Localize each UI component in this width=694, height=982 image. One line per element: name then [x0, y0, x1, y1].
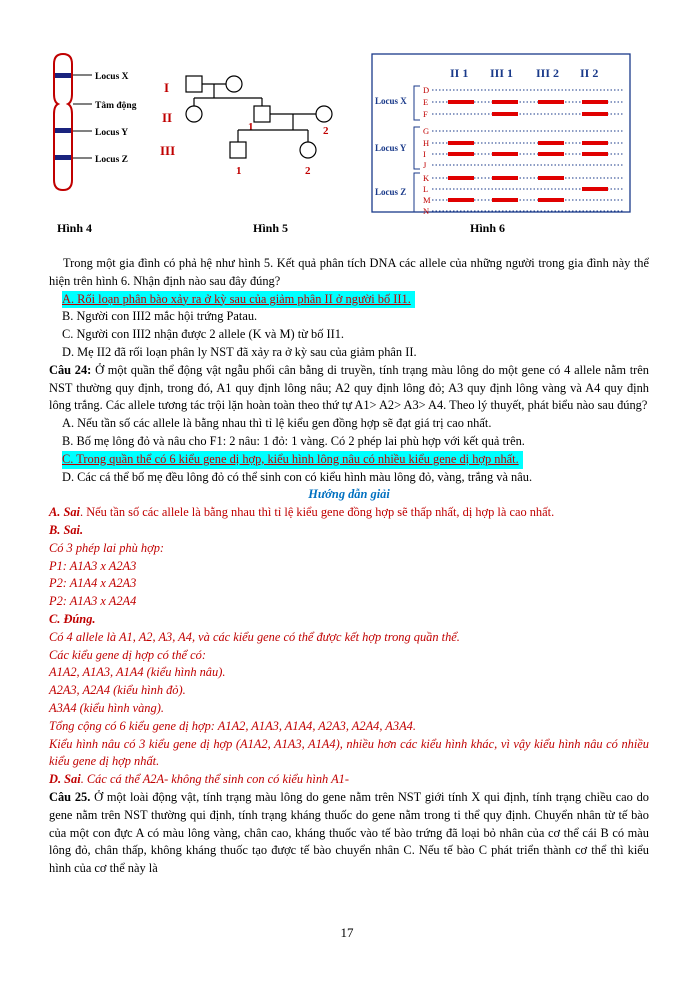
solution-b-label — [49, 522, 649, 540]
band — [582, 112, 608, 116]
row-g: G — [423, 126, 430, 136]
row-m: M — [423, 195, 431, 205]
gen-label-3: III — [160, 143, 176, 158]
solution-c-line: A1A2, A1A3, A1A4 (kiểu hình nâu). — [49, 665, 226, 680]
band — [492, 152, 518, 156]
chromosome-band-y — [55, 128, 71, 133]
q24-option-c — [49, 451, 649, 469]
label-centromere: Tâm động — [95, 101, 137, 111]
gen2-male-1 — [254, 106, 270, 122]
band — [538, 141, 564, 145]
row-e: E — [423, 97, 429, 107]
q24-option-b: B. Bố mẹ lông đỏ và nâu cho F1: 2 nâu: 1 đỏ: 1 vàng. Có 2 phép lai phù hợp với kết quả trên. — [62, 433, 525, 448]
label-locus-z: Locus Z — [95, 155, 128, 165]
q24-option-d: D. Các cá thể bố mẹ đều lông đỏ có thể sinh con có kiểu hình màu lông đỏ, vàng, trắng và nâu. — [62, 469, 533, 484]
solution-c-label-text: C. Đúng. — [49, 611, 96, 626]
dna-locus-z: Locus Z — [375, 187, 407, 197]
q23-option-a — [49, 291, 649, 309]
q23-option-c: C. Người con III2 nhận được 2 allele (K và M) từ bố II1. — [62, 327, 345, 342]
dna-locus-y: Locus Y — [375, 143, 407, 153]
band — [492, 112, 518, 116]
caption-fig6: Hình 6 — [470, 221, 506, 235]
band — [492, 176, 518, 180]
gen2-female-2 — [316, 106, 332, 122]
gen3-num-1: 1 — [236, 165, 242, 177]
band — [448, 152, 474, 156]
row-h: H — [423, 138, 430, 148]
solution-d-label: D. Sai — [49, 772, 81, 787]
band — [538, 100, 564, 104]
band — [448, 141, 474, 145]
band — [582, 152, 608, 156]
row-d: D — [423, 85, 430, 95]
col-ii1: II 1 — [450, 66, 469, 80]
q24-option-a: A. Nếu tần số các allele là bằng nhau thì tỉ lệ kiểu gen đồng hợp sẽ đạt giá trị cao nhất. — [62, 416, 492, 431]
row-j: J — [423, 160, 427, 170]
solution-a-text: . Nếu tần số các allele là bằng nhau thì tỉ lệ kiểu gene đồng hợp sẽ thấp nhất, dị hợp là cao nhất. — [80, 505, 555, 520]
solution-c-line: Kiểu hình nâu có 3 kiểu gene dị hợp (A1A2, A1A3, A1A4), nhiều hơn các kiểu hình khác, vì vậy kiểu hình nâu có nhiều kiểu gene dị hợp nhất. — [49, 736, 649, 769]
solution-c-line: Các kiểu gene dị hợp có thể có: — [49, 647, 206, 662]
band — [538, 198, 564, 202]
figure-area — [40, 52, 660, 242]
solution-a — [49, 504, 649, 522]
page-number: 17 — [340, 925, 354, 940]
band — [448, 176, 474, 180]
solution-b-line: P1: A1A3 x A2A3 — [49, 558, 137, 573]
solution-b-line: P2: A1A3 x A2A4 — [49, 594, 137, 609]
solution-c-line: A2A3, A2A4 (kiểu hình đỏ). — [49, 683, 186, 698]
dna-figure — [372, 54, 630, 216]
label-locus-x: Locus X — [95, 72, 129, 82]
band — [448, 198, 474, 202]
row-f: F — [423, 109, 428, 119]
band — [492, 198, 518, 202]
solution-b-line: Có 3 phép lai phù hợp: — [49, 540, 165, 555]
q25-text: Ở một loài động vật, tính trạng màu lông do gene nằm trên NST giới tính X qui định, tính trạng chiều cao do gene nằm trên NST thường qui định, tính trạng kháng thuốc do gene nằm trong ti thể quy định. Chuyển nhân từ tế bào của một con đực A có màu lông vàng, chân cao, kháng thuốc vào tế bào trứng đã loại bỏ nhân của cơ thể cái B có màu lông đỏ, chân thấp, không kháng thuốc tạo được tế bào chuyển nhân C. Nếu tế bào C phát triển thành cơ thể thì kiểu hình của cơ thể này là — [49, 789, 649, 876]
chromosome-band-z — [55, 155, 71, 160]
solution-d-text: . Các cá thể A2A- không thể sinh con có kiểu hình A1- — [80, 772, 349, 787]
solution-c-label — [49, 611, 649, 629]
chromosome-figure — [54, 54, 137, 190]
q24-label: Câu 24: — [49, 362, 92, 377]
band — [582, 100, 608, 104]
band — [492, 100, 518, 104]
row-k: K — [423, 173, 430, 183]
row-i: I — [423, 149, 426, 159]
solution-c-line: A3A4 (kiểu hình vàng). — [49, 700, 164, 715]
gen-label-2: II — [162, 110, 173, 125]
gen2-num-2: 2 — [323, 125, 329, 137]
solution-d — [49, 771, 649, 789]
caption-fig5: Hình 5 — [253, 221, 289, 235]
dna-locus-x: Locus X — [375, 96, 407, 106]
solution-c-line: Có 4 allele là A1, A2, A3, A4, và các kiểu gene có thể được kết hợp trong quần thể. — [49, 629, 460, 644]
gen3-num-2: 2 — [305, 165, 311, 177]
solution-b-label-text: B. Sai. — [49, 522, 84, 537]
chromosome-band-x — [55, 73, 71, 78]
caption-fig4: Hình 4 — [57, 221, 93, 235]
correct-answer-highlight: C. Trong quần thể có 6 kiểu gene dị hợp, kiểu hình lông nâu có nhiều kiểu gene dị hợp nhất. — [62, 451, 523, 469]
q23-option-d: D. Mẹ II2 đã rối loạn phân ly NST đã xảy ra ở kỳ sau của giảm phân II. — [62, 344, 417, 359]
solution-c-line: Tổng cộng có 6 kiểu gene dị hợp: A1A2, A1A3, A1A4, A2A3, A2A4, A3A4. — [49, 718, 416, 733]
gen1-female — [226, 76, 242, 92]
band — [448, 100, 474, 104]
band — [582, 187, 608, 191]
solution-heading: Hướng dẫn giải — [308, 487, 390, 502]
q25-label: Câu 25. — [49, 789, 91, 804]
band — [582, 141, 608, 145]
gen2-num-1: 1 — [248, 121, 254, 133]
col-iii1: III 1 — [490, 66, 514, 80]
gen2-sister — [186, 106, 202, 122]
gen1-male — [186, 76, 202, 92]
band — [538, 152, 564, 156]
page-content — [49, 255, 649, 878]
q24-stem — [49, 362, 649, 415]
col-ii2: II 2 — [580, 66, 599, 80]
gen3-female-2 — [300, 142, 316, 158]
label-locus-y: Locus Y — [95, 128, 129, 138]
gen3-male-1 — [230, 142, 246, 158]
q24-text: Ở một quần thể động vật ngẫu phối cân bằng di truyền, tính trạng màu lông do một gene có 4 allele nằm trên NST thường quy định, trong đó, A1 quy định lông nâu; A2 quy định lông đỏ; A3 quy định lông vàng và A4 quy định lông trắng. Các allele tương tác trội lặn hoàn toàn theo thứ tự A1> A2> A3> A4. Theo lý thuyết, phát biểu nào sau đúng? — [49, 362, 650, 413]
q23-intro: Trong một gia đình có phả hệ như hình 5. Kết quả phân tích DNA các allele của những người trong gia đình này thể hiện trên hình 6. Nhận định nào sau đây đúng? — [49, 256, 649, 288]
solution-a-label: A. Sai — [49, 505, 80, 520]
band — [538, 176, 564, 180]
correct-answer-highlight: A. Rối loạn phân bào xảy ra ở kỳ sau của giảm phân II ở người bố II1. — [62, 291, 415, 309]
solution-b-line: P2: A1A4 x A2A3 — [49, 576, 137, 591]
figures-svg — [40, 52, 660, 242]
col-iii2: III 2 — [536, 66, 560, 80]
q23-option-b: B. Người con III2 mắc hội trứng Patau. — [62, 309, 258, 324]
q25-stem — [49, 789, 649, 878]
pedigree-figure — [160, 76, 332, 177]
row-l: L — [423, 184, 429, 194]
row-n: N — [423, 206, 430, 216]
gen-label-1: I — [164, 80, 170, 95]
